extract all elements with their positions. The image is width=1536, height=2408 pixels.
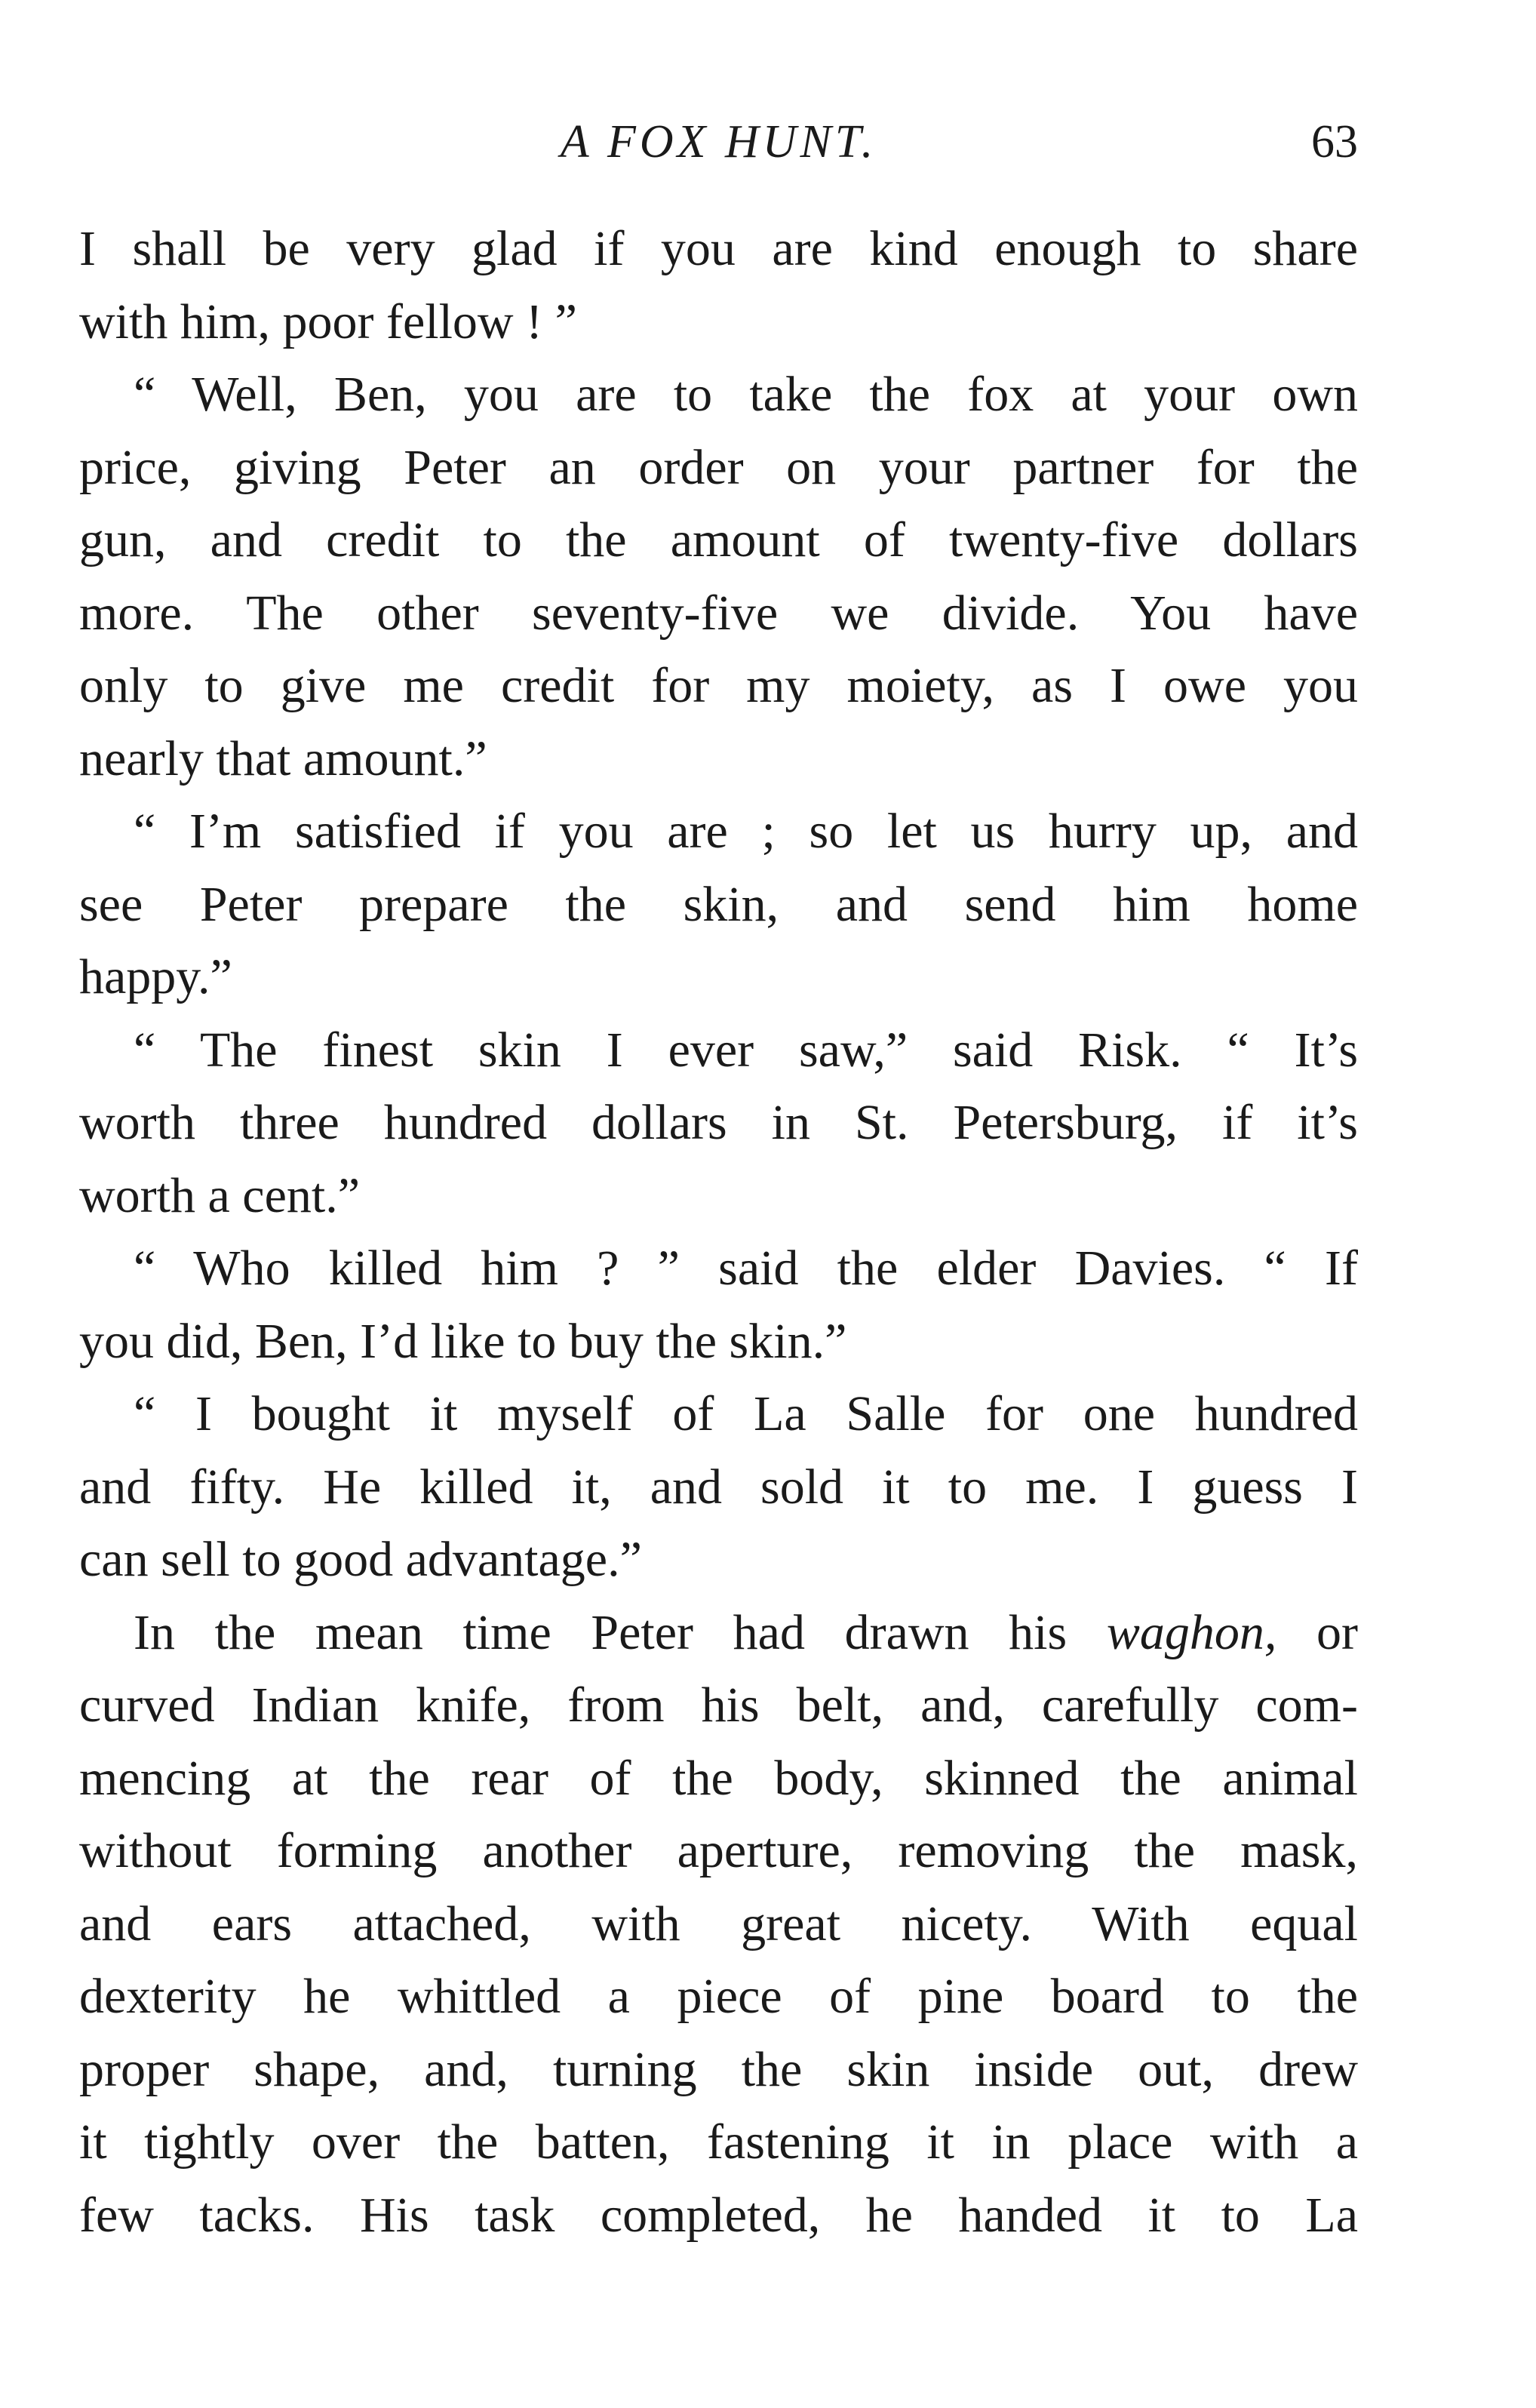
- text-line: “ The finest skin I ever saw,” said Risk. “ It’s: [134, 1022, 1358, 1078]
- running-title: A FOX HUNT.: [560, 116, 877, 168]
- text-line: more. The other seventy-five we divide. You have: [79, 585, 1358, 641]
- body-text: [79, 213, 1358, 2252]
- text-line: only to give me credit for my moiety, as I owe you: [79, 658, 1358, 713]
- text-segment: or: [1276, 1604, 1358, 1660]
- text-line: it tightly over the batten, fastening it in place with a: [79, 2114, 1358, 2170]
- page-number: 63: [1311, 116, 1358, 168]
- text-line: and ears attached, with great nicety. With equal: [79, 1896, 1358, 1951]
- page-header: [79, 112, 1358, 172]
- text-line: “ Who killed him ? ” said the elder Davies. “ If: [134, 1241, 1358, 1296]
- text-line: price, giving Peter an order on your partner for the: [79, 439, 1358, 495]
- text-line: worth a cent.”: [79, 1167, 360, 1223]
- text-line: see Peter prepare the skin, and send him home: [79, 876, 1358, 932]
- text-line: proper shape, and, turning the skin inside out, drew: [79, 2041, 1358, 2097]
- text-line: you did, Ben, I’d like to buy the skin.”: [79, 1313, 847, 1369]
- text-line: I shall be very glad if you are kind enough to share: [79, 221, 1358, 276]
- text-line: mencing at the rear of the body, skinned the animal: [79, 1750, 1358, 1806]
- text-line: few tacks. His task completed, he handed it to La: [79, 2187, 1358, 2243]
- text-line: dexterity he whittled a piece of pine board to the: [79, 1969, 1358, 2024]
- text-line: and fifty. He killed it, and sold it to me. I guess I: [79, 1459, 1358, 1515]
- text-line: nearly that amount.”: [79, 730, 487, 786]
- text-line: gun, and credit to the amount of twenty-five dollars: [79, 512, 1358, 567]
- text-line: worth three hundred dollars in St. Petersburg, if it’s: [79, 1095, 1358, 1150]
- text-line: can sell to good advantage.”: [79, 1532, 642, 1587]
- italic-word: waghon,: [1106, 1604, 1277, 1660]
- text-line: “ I bought it myself of La Salle for one hundred: [134, 1386, 1358, 1441]
- text-line: without forming another aperture, removing the mask,: [79, 1823, 1358, 1878]
- text-line: with him, poor fellow ! ”: [79, 294, 577, 349]
- text-segment: In the mean time Peter had drawn his: [134, 1604, 1107, 1660]
- text-line: happy.”: [79, 949, 232, 1004]
- text-line: “ Well, Ben, you are to take the fox at your own: [134, 367, 1358, 422]
- text-line: “ I’m satisfied if you are ; so let us hurry up, and: [134, 804, 1358, 859]
- text-line: [79, 1597, 1358, 1670]
- text-line: curved Indian knife, from his belt, and, carefully com-: [79, 1678, 1358, 1733]
